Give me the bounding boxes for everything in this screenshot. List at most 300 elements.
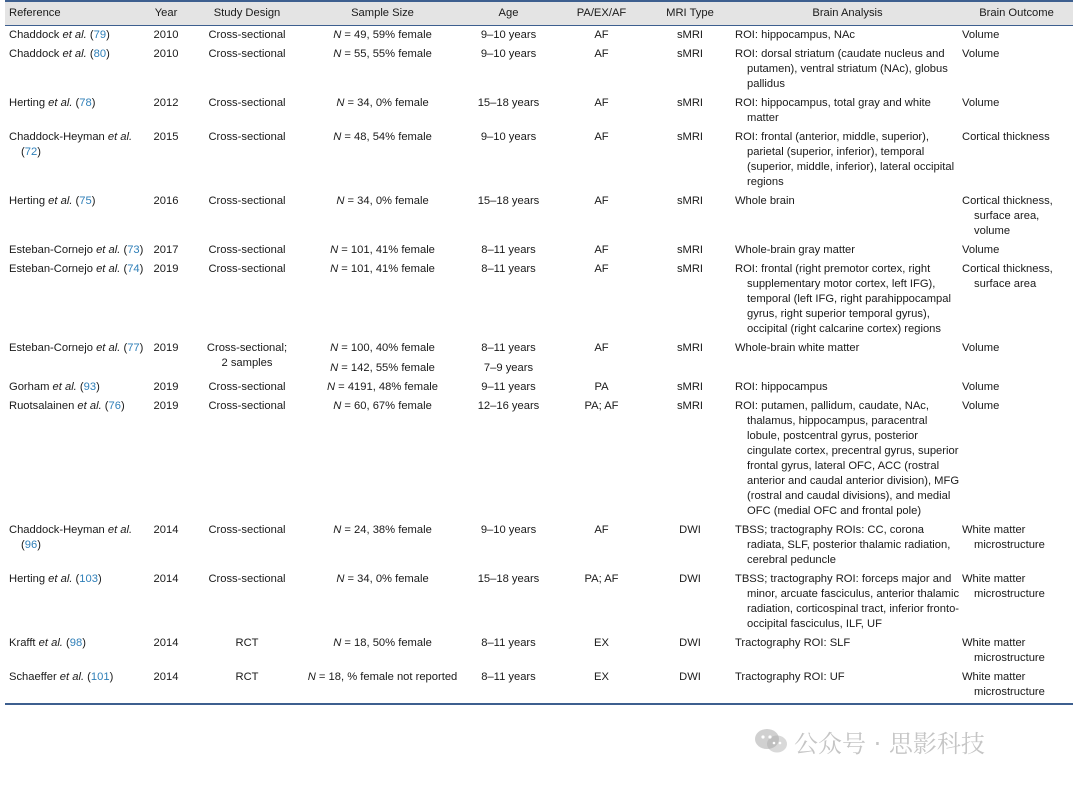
cell-reference [5, 378, 144, 397]
cell-sample-size [306, 128, 459, 192]
col-header-brain-outcome: Brain Outcome [960, 1, 1073, 25]
study-design-line: RCT [235, 636, 259, 649]
brain-analysis-text: Tractography ROI: SLF [735, 636, 851, 649]
sample-text: = 101, 41% female [338, 243, 435, 256]
age-value: 9–10 years [480, 28, 537, 41]
cell-brain-analysis [735, 25, 960, 45]
cell-age [459, 45, 558, 94]
study-design-line: Cross-sectional [208, 399, 286, 412]
reference-author: Krafft [9, 636, 36, 649]
cell-brain-outcome [960, 260, 1073, 339]
cell-study-design [188, 45, 306, 94]
cell-sample-size [306, 521, 459, 570]
cell-brain-analysis [735, 634, 960, 668]
col-header-year: Year [144, 1, 188, 25]
reference-author: Chaddock [9, 47, 60, 60]
table-row [5, 260, 1073, 339]
cell-brain-outcome [960, 634, 1073, 668]
brain-outcome-text: Volume [962, 243, 1000, 256]
cell-brain-analysis [735, 192, 960, 241]
sample-n: N [333, 399, 342, 412]
sample-text: = 48, 54% female [341, 130, 432, 143]
brain-outcome-text: White matter microstructure [962, 572, 1045, 600]
sample-text: = 49, 59% female [341, 28, 432, 41]
cell-age [459, 192, 558, 241]
reference-author: Gorham [9, 380, 50, 393]
cell-mri-type: sMRI [676, 399, 704, 412]
cell-sample-size [306, 260, 459, 339]
cell-mri-type: sMRI [676, 341, 704, 354]
citation-link[interactable]: 101 [90, 670, 110, 683]
cell-mri-type: sMRI [676, 47, 704, 60]
cell-year: 2019 [153, 399, 179, 412]
sample-text: = 34, 0% female [344, 572, 429, 585]
cell-sample-size [306, 94, 459, 128]
reference-etal: et al. [104, 523, 133, 536]
sample-size-value [306, 572, 459, 587]
cell-pa-ex-af: AF [594, 47, 609, 60]
reference-author: Esteban-Cornejo [9, 341, 93, 354]
study-design-line: Cross-sectional [208, 243, 286, 256]
cell-year: 2017 [153, 243, 179, 256]
sample-size-value [306, 361, 459, 376]
col-header-study-design: Study Design [188, 1, 306, 25]
age-value: 12–16 years [477, 399, 540, 412]
brain-outcome-text: White matter microstructure [962, 670, 1045, 698]
reference-etal: et al. [56, 670, 85, 683]
reference-author: Herting [9, 96, 46, 109]
cell-brain-analysis [735, 339, 960, 378]
sample-n: N [336, 96, 345, 109]
cell-age [459, 94, 558, 128]
reference-etal: et al. [104, 130, 133, 143]
age-value: 8–11 years [481, 243, 536, 256]
sample-n: N [333, 523, 342, 536]
reference-text: Chaddock-Heyman et al. (72) [9, 130, 133, 158]
cell-study-design [188, 634, 306, 668]
citation-link[interactable]: 74 [127, 262, 140, 275]
cell-pa-ex-af: PA; AF [584, 399, 619, 412]
cell-study-design [188, 339, 306, 378]
sample-n: N [307, 670, 316, 683]
reference-etal: et al. [35, 636, 63, 649]
brain-analysis-text: ROI: putamen, pallidum, caudate, NAc, thalamus, hippocampus, paracentral lobule, postcentral gyrus, posterior cingulate cortex, precentral gyrus, superior frontal gyrus, lateral OFC, ACC (rostral anterior and caudal anterior division), MFG (rostral and caudal divisions), and medial OFC (medial OFC and frontal pole) [735, 399, 960, 517]
cell-reference [5, 94, 144, 128]
cell-year: 2019 [153, 380, 179, 393]
cell-mri-type: sMRI [676, 194, 704, 207]
cell-study-design [188, 570, 306, 634]
reference-author: Esteban-Cornejo [9, 262, 93, 275]
cell-reference [5, 25, 144, 45]
cell-age [459, 241, 558, 260]
study-design-line: Cross-sectional [208, 572, 286, 585]
cell-brain-analysis [735, 378, 960, 397]
sample-size-value [306, 670, 459, 685]
cell-age [459, 521, 558, 570]
brain-outcome-text: White matter microstructure [962, 636, 1045, 664]
cell-mri-type: DWI [679, 636, 701, 649]
table-body [5, 25, 1073, 704]
reference-etal: et al. [49, 380, 77, 393]
sample-n: N [336, 572, 345, 585]
table-row [5, 668, 1073, 704]
age-value: 15–18 years [477, 572, 540, 585]
brain-outcome-text: Volume [962, 47, 1000, 60]
sample-text: = 101, 41% female [338, 262, 435, 275]
table-row [5, 339, 1073, 378]
cell-age [459, 668, 558, 704]
cell-year: 2019 [153, 341, 179, 354]
reference-text: Chaddock et al. (79) [9, 28, 110, 41]
cell-year: 2014 [153, 572, 179, 585]
cell-brain-outcome [960, 397, 1073, 521]
sample-size-value [306, 636, 459, 651]
sample-text: = 60, 67% female [341, 399, 432, 412]
brain-analysis-text: ROI: hippocampus, NAc [735, 28, 856, 41]
cell-brain-analysis [735, 397, 960, 521]
reference-text: Ruotsalainen et al. (76) [9, 399, 125, 412]
cell-age [459, 570, 558, 634]
cell-brain-analysis [735, 260, 960, 339]
cell-brain-analysis [735, 128, 960, 192]
cell-age [459, 378, 558, 397]
brain-outcome-text: Volume [962, 399, 1000, 412]
table-row [5, 241, 1073, 260]
cell-study-design [188, 94, 306, 128]
cell-brain-analysis [735, 521, 960, 570]
citation-link[interactable]: 98 [69, 636, 83, 649]
age-value: 9–10 years [480, 47, 537, 60]
cell-reference [5, 128, 144, 192]
sample-size-value [306, 194, 459, 209]
sample-text: = 34, 0% female [344, 96, 429, 109]
cell-brain-outcome [960, 45, 1073, 94]
cell-age [459, 634, 558, 668]
reference-text: Schaeffer et al. (101) [9, 670, 114, 683]
cell-mri-type: sMRI [676, 380, 704, 393]
reference-author: Chaddock [9, 28, 60, 41]
sample-text: = 4191, 48% female [335, 380, 439, 393]
citation-link[interactable]: 72 [24, 145, 38, 158]
citation-link[interactable]: 96 [24, 538, 38, 551]
reference-text: Esteban-Cornejo et al. (74) [9, 262, 144, 275]
study-design-line: 2 samples [221, 356, 273, 369]
cell-sample-size [306, 634, 459, 668]
sample-n: N [330, 243, 339, 256]
cell-pa-ex-af: AF [594, 243, 609, 256]
table-row [5, 45, 1073, 94]
cell-year: 2016 [153, 194, 179, 207]
age-value: 7–9 years [483, 361, 534, 374]
brain-outcome-text: Volume [962, 96, 1000, 109]
reference-author: Schaeffer [9, 670, 57, 683]
cell-pa-ex-af: EX [594, 636, 609, 649]
sample-text: = 100, 40% female [338, 341, 435, 354]
reference-author: Herting [9, 572, 46, 585]
cell-pa-ex-af: AF [594, 28, 609, 41]
sample-size-value [306, 47, 459, 62]
cell-mri-type: sMRI [676, 130, 704, 143]
brain-outcome-text: Cortical thickness [962, 130, 1050, 143]
brain-outcome-text: Cortical thickness, surface area [962, 262, 1053, 290]
sample-n: N [333, 47, 342, 60]
cell-pa-ex-af: AF [594, 96, 609, 109]
reference-text: Herting et al. (78) [9, 96, 96, 109]
table-row [5, 570, 1073, 634]
reference-etal: et al. [45, 96, 73, 109]
cell-reference [5, 45, 144, 94]
reference-text: Herting et al. (103) [9, 572, 102, 585]
cell-sample-size [306, 339, 459, 378]
cell-pa-ex-af: PA [594, 380, 609, 393]
cell-sample-size [306, 378, 459, 397]
cell-sample-size [306, 25, 459, 45]
reference-text: Esteban-Cornejo et al. (73) [9, 243, 144, 256]
sample-n: N [326, 380, 336, 393]
brain-outcome-text: Volume [962, 341, 1000, 354]
sample-text: = 55, 55% female [341, 47, 432, 60]
table-row [5, 25, 1073, 45]
sample-size-value [306, 523, 459, 538]
table-row [5, 94, 1073, 128]
age-value: 9–11 years [481, 380, 536, 393]
age-value: 8–11 years [481, 341, 536, 354]
sample-size-value [306, 28, 459, 43]
cell-brain-analysis [735, 45, 960, 94]
age-value: 8–11 years [481, 636, 536, 649]
cell-study-design [188, 192, 306, 241]
citation-link[interactable]: 76 [108, 399, 121, 412]
reference-text: Krafft et al. (98) [9, 636, 86, 649]
cell-mri-type: sMRI [676, 243, 704, 256]
cell-study-design [188, 25, 306, 45]
cell-pa-ex-af: AF [594, 341, 609, 354]
cell-pa-ex-af: AF [594, 523, 609, 536]
sample-size-value [306, 96, 459, 111]
cell-study-design [188, 378, 306, 397]
brain-analysis-text: ROI: hippocampus [735, 380, 828, 393]
study-design-line: RCT [235, 670, 259, 683]
cell-reference [5, 570, 144, 634]
cell-age [459, 339, 558, 378]
cell-reference [5, 521, 144, 570]
cell-age [459, 397, 558, 521]
sample-n: N [336, 194, 345, 207]
brain-analysis-text: TBSS; tractography ROIs: CC, corona radiata, SLF, posterior thalamic radiation, cerebral peduncle [735, 523, 951, 566]
table-row [5, 397, 1073, 521]
sample-n: N [333, 28, 342, 41]
cell-brain-analysis [735, 241, 960, 260]
cell-reference [5, 241, 144, 260]
cell-pa-ex-af: AF [594, 194, 609, 207]
cell-brain-outcome [960, 339, 1073, 378]
cell-brain-analysis [735, 94, 960, 128]
cell-sample-size [306, 397, 459, 521]
cell-brain-outcome [960, 570, 1073, 634]
brain-analysis-text: ROI: dorsal striatum (caudate nucleus and putamen), ventral striatum (NAc), globus pallidus [735, 47, 948, 90]
header-row [5, 1, 1073, 25]
brain-outcome-text: Cortical thickness, surface area, volume [962, 194, 1053, 237]
sample-n: N [330, 361, 339, 374]
brain-outcome-text: White matter microstructure [962, 523, 1045, 551]
cell-mri-type: sMRI [676, 28, 704, 41]
reference-text: Herting et al. (75) [9, 194, 96, 207]
reference-etal: et al. [92, 341, 121, 354]
citation-link[interactable]: 75 [79, 194, 92, 207]
cell-reference [5, 634, 144, 668]
reference-etal: et al. [45, 572, 73, 585]
brain-outcome-text: Volume [962, 28, 1000, 41]
wechat-icon [754, 727, 788, 755]
sample-size-value [306, 243, 459, 258]
sample-text: = 34, 0% female [344, 194, 429, 207]
cell-brain-outcome [960, 668, 1073, 704]
reference-etal: et al. [59, 28, 87, 41]
sample-n: N [330, 262, 339, 275]
watermark-text: 公众号 · 思影科技 [794, 729, 985, 758]
cell-mri-type: DWI [679, 523, 701, 536]
cell-brain-outcome [960, 25, 1073, 45]
brain-analysis-text: Whole-brain white matter [735, 341, 860, 354]
reference-etal: et al. [59, 47, 87, 60]
citation-link[interactable]: 93 [83, 380, 97, 393]
cell-age [459, 128, 558, 192]
cell-reference [5, 339, 144, 378]
table-row [5, 521, 1073, 570]
cell-mri-type: DWI [679, 572, 701, 585]
watermark [754, 726, 985, 756]
study-design-line: Cross-sectional [208, 194, 286, 207]
cell-age [459, 25, 558, 45]
cell-mri-type: sMRI [676, 96, 704, 109]
cell-year: 2014 [153, 636, 179, 649]
sample-size-value [306, 262, 459, 277]
age-value: 8–11 years [481, 262, 536, 275]
table-row [5, 128, 1073, 192]
brain-outcome-text: Volume [962, 380, 1000, 393]
brain-analysis-text: ROI: hippocampus, total gray and white matter [735, 96, 931, 124]
col-header-pa-ex-af: PA/EX/AF [558, 1, 645, 25]
sample-n: N [333, 636, 342, 649]
sample-size-value [306, 341, 459, 356]
cell-pa-ex-af: PA; AF [584, 572, 619, 585]
brain-analysis-text: ROI: frontal (right premotor cortex, right supplementary motor cortex, left IFG), temporal (left IFG, right parahippocampal gyrus, right superior temporal gyrus), occipital (right calcarine cortex) regions [735, 262, 951, 335]
reference-text: Chaddock et al. (80) [9, 47, 110, 60]
cell-sample-size [306, 241, 459, 260]
study-design-line: Cross-sectional [208, 47, 286, 60]
table-row [5, 634, 1073, 668]
sample-n: N [330, 341, 339, 354]
cell-year: 2014 [144, 668, 188, 704]
cell-mri-type: sMRI [676, 262, 704, 275]
reference-author: Chaddock-Heyman [9, 523, 105, 536]
cell-sample-size [306, 45, 459, 94]
age-value: 15–18 years [477, 194, 540, 207]
cell-sample-size [306, 192, 459, 241]
sample-size-value [306, 130, 459, 145]
cell-study-design [188, 668, 306, 704]
citation-link[interactable]: 103 [79, 572, 98, 585]
age-value: 8–11 years [481, 670, 536, 683]
sample-text: = 142, 55% female [338, 361, 435, 374]
study-design-line: Cross-sectional [208, 28, 286, 41]
cell-study-design [188, 397, 306, 521]
cell-year: 2010 [153, 28, 179, 41]
citation-link[interactable]: 77 [127, 341, 140, 354]
cell-reference [5, 668, 144, 704]
citation-link[interactable]: 79 [93, 28, 107, 41]
cell-brain-outcome [960, 378, 1073, 397]
cell-brain-outcome [960, 192, 1073, 241]
study-design-line: Cross-sectional [208, 130, 286, 143]
citation-link[interactable]: 80 [93, 47, 107, 60]
reference-author: Esteban-Cornejo [9, 243, 93, 256]
study-design-line: Cross-sectional [208, 380, 286, 393]
cell-reference [5, 260, 144, 339]
cell-mri-type: DWI [645, 668, 735, 704]
study-design-line: Cross-sectional; [206, 341, 288, 354]
cell-study-design [188, 241, 306, 260]
cell-pa-ex-af: AF [594, 130, 609, 143]
table-container [5, 0, 1073, 705]
cell-sample-size [306, 570, 459, 634]
cell-year: 2014 [153, 523, 179, 536]
citation-link[interactable]: 73 [127, 243, 140, 256]
age-value: 9–10 years [480, 130, 537, 143]
cell-pa-ex-af: AF [594, 262, 609, 275]
cell-age [459, 260, 558, 339]
reference-author: Ruotsalainen [9, 399, 75, 412]
cell-study-design [188, 128, 306, 192]
brain-analysis-text: ROI: frontal (anterior, middle, superior), parietal (superior, inferior), temporal (superior, middle, inferior), lateral occipital regions [735, 130, 955, 188]
sample-text: = 18, % female not reported [315, 670, 458, 683]
cell-study-design [188, 521, 306, 570]
age-value: 9–10 years [480, 523, 537, 536]
citation-link[interactable]: 78 [79, 96, 92, 109]
cell-year: 2015 [153, 130, 179, 143]
cell-brain-analysis [735, 668, 960, 704]
study-design-line: Cross-sectional [208, 523, 286, 536]
col-header-age: Age [459, 1, 558, 25]
reference-text: Chaddock-Heyman et al. (96) [9, 523, 133, 551]
brain-analysis-text: Whole brain [735, 194, 795, 207]
reference-etal: et al. [45, 194, 73, 207]
col-header-mri-type: MRI Type [645, 1, 735, 25]
sample-n: N [333, 130, 342, 143]
reference-text: Gorham et al. (93) [9, 380, 100, 393]
cell-brain-outcome [960, 94, 1073, 128]
cell-study-design [188, 260, 306, 339]
brain-analysis-text: Whole-brain gray matter [735, 243, 855, 256]
cell-brain-outcome [960, 521, 1073, 570]
cell-brain-outcome [960, 128, 1073, 192]
table-row [5, 192, 1073, 241]
col-header-reference: Reference [5, 1, 144, 25]
sample-text: = 24, 38% female [341, 523, 432, 536]
age-value: 15–18 years [477, 96, 540, 109]
col-header-sample-size: Sample Size [306, 1, 459, 25]
cell-reference [5, 397, 144, 521]
cell-year: 2010 [153, 47, 179, 60]
reference-etal: et al. [92, 262, 121, 275]
cell-year: 2019 [153, 262, 179, 275]
sample-text: = 18, 50% female [341, 636, 432, 649]
brain-analysis-text: TBSS; tractography ROI: forceps major and minor, arcuate fasciculus, anterior thalamic radiation, corticospinal tract, inferior fronto-occipital fasciculus, ILF, UF [735, 572, 960, 630]
col-header-brain-analysis: Brain Analysis [735, 1, 960, 25]
reference-author: Chaddock-Heyman [9, 130, 105, 143]
study-design-line: Cross-sectional [208, 262, 286, 275]
reference-text: Esteban-Cornejo et al. (77) [9, 341, 144, 354]
